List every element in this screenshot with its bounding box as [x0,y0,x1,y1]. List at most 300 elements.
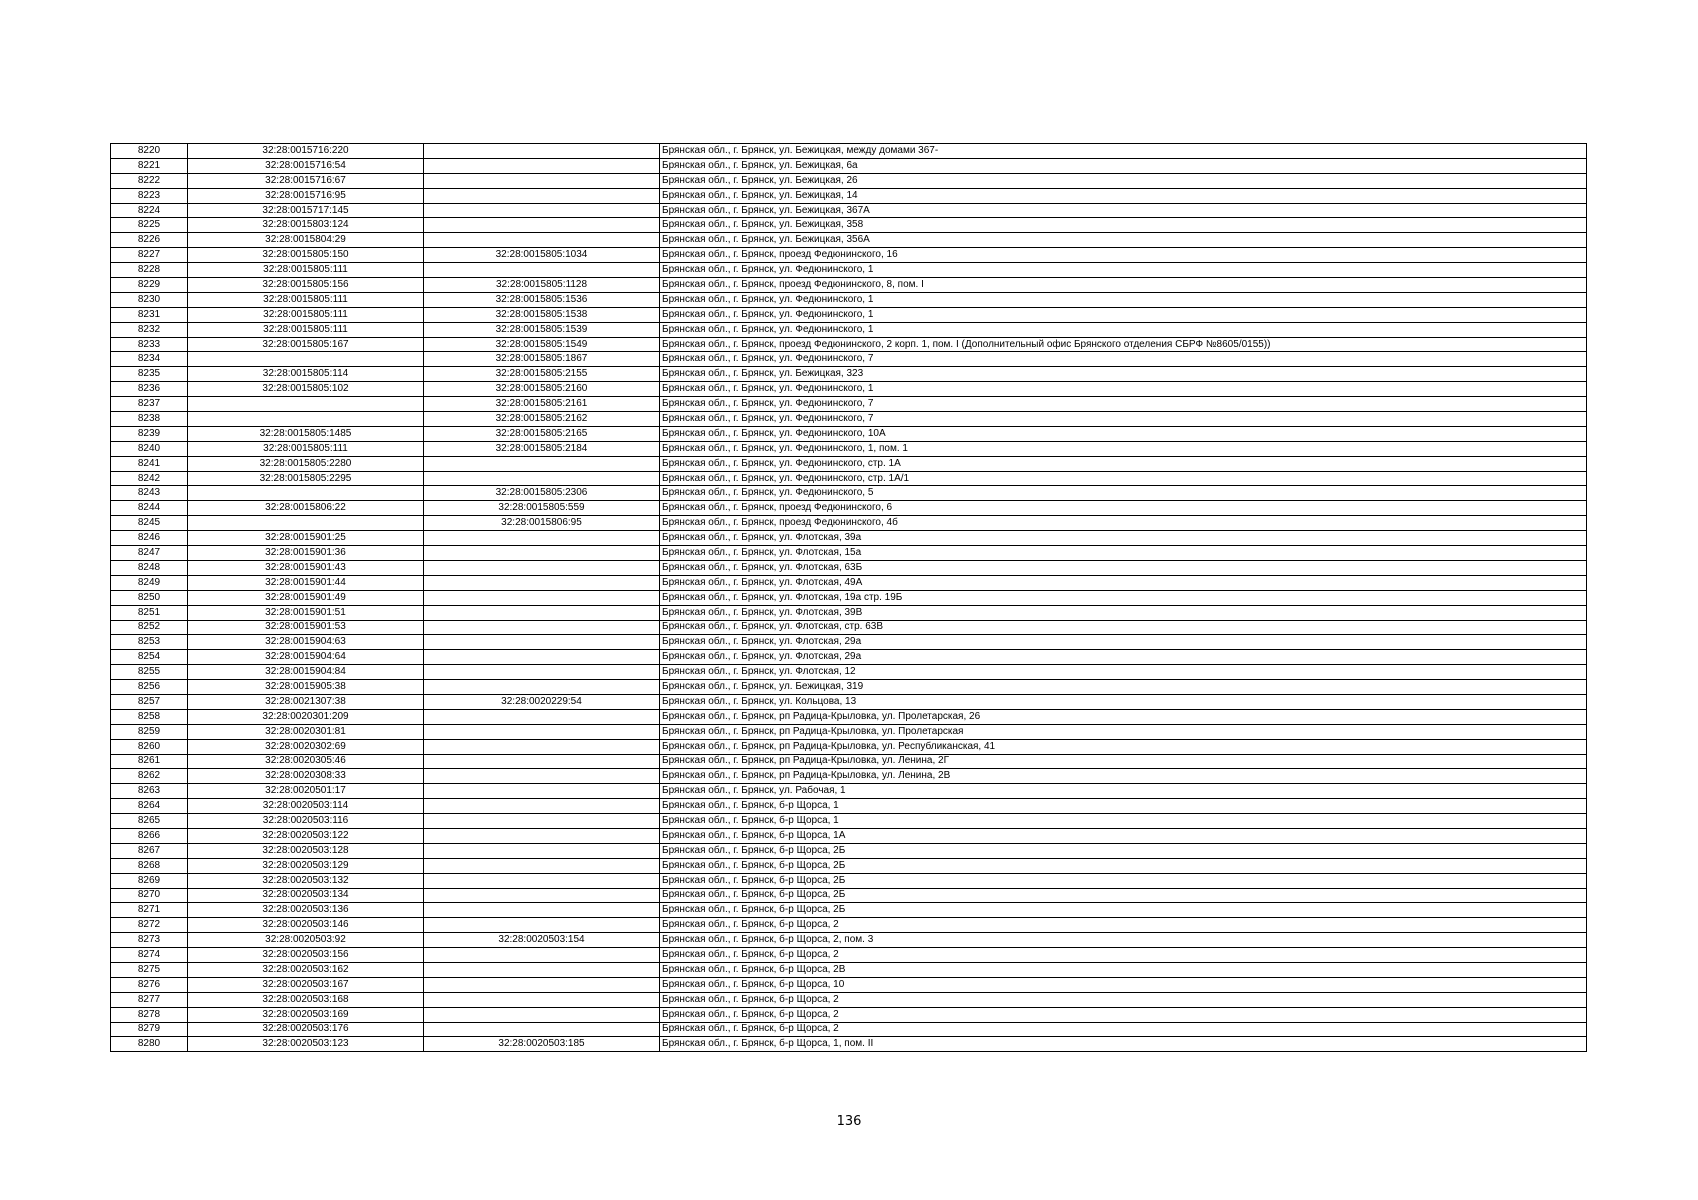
address-cell: Брянская обл., г. Брянск, ул. Федюнинского, стр. 1А [660,456,1587,471]
address-cell: Брянская обл., г. Брянск, ул. Бежицкая, 323 [660,367,1587,382]
address-cell: Брянская обл., г. Брянск, б-р Щорса, 2Б [660,873,1587,888]
row-number-cell: 8229 [111,278,188,293]
table-row [111,367,1587,382]
row-number-cell: 8259 [111,724,188,739]
table-row [111,560,1587,575]
table-row [111,278,1587,293]
address-cell: Брянская обл., г. Брянск, б-р Щорса, 2 [660,948,1587,963]
table-row [111,486,1587,501]
cadastral-number-cell: 32:28:0015901:25 [188,531,424,546]
table-row [111,322,1587,337]
row-number-cell: 8254 [111,650,188,665]
row-number-cell: 8264 [111,799,188,814]
row-number-cell: 8257 [111,694,188,709]
table-row [111,352,1587,367]
building-cadastral-number-cell [424,263,660,278]
building-cadastral-number-cell [424,203,660,218]
building-cadastral-number-cell [424,828,660,843]
row-number-cell: 8228 [111,263,188,278]
row-number-cell: 8262 [111,769,188,784]
table-row [111,471,1587,486]
cadastral-number-cell: 32:28:0015904:64 [188,650,424,665]
table-row [111,546,1587,561]
table-row [111,665,1587,680]
table-row [111,724,1587,739]
building-cadastral-number-cell [424,903,660,918]
row-number-cell: 8277 [111,992,188,1007]
table-row [111,516,1587,531]
building-cadastral-number-cell [424,724,660,739]
building-cadastral-number-cell: 32:28:0020503:154 [424,933,660,948]
table-row [111,531,1587,546]
building-cadastral-number-cell [424,158,660,173]
page-number: 136 [836,1114,862,1129]
building-cadastral-number-cell [424,784,660,799]
building-cadastral-number-cell [424,992,660,1007]
table-row [111,948,1587,963]
building-cadastral-number-cell: 32:28:0015805:1867 [424,352,660,367]
building-cadastral-number-cell: 32:28:0015805:1538 [424,307,660,322]
cadastral-number-cell [188,412,424,427]
building-cadastral-number-cell: 32:28:0020229:54 [424,694,660,709]
cadastral-number-cell: 32:28:0015805:150 [188,248,424,263]
table-row [111,456,1587,471]
address-cell: Брянская обл., г. Брянск, ул. Бежицкая, 26 [660,173,1587,188]
cadastral-number-cell: 32:28:0015901:49 [188,590,424,605]
row-number-cell: 8263 [111,784,188,799]
table-row [111,203,1587,218]
address-cell: Брянская обл., г. Брянск, ул. Флотская, 39а [660,531,1587,546]
table-row [111,873,1587,888]
row-number-cell: 8234 [111,352,188,367]
building-cadastral-number-cell: 32:28:0015806:95 [424,516,660,531]
table-row [111,620,1587,635]
row-number-cell: 8255 [111,665,188,680]
row-number-cell: 8235 [111,367,188,382]
row-number-cell: 8260 [111,739,188,754]
table-row [111,888,1587,903]
building-cadastral-number-cell [424,188,660,203]
row-number-cell: 8261 [111,754,188,769]
row-number-cell: 8276 [111,977,188,992]
address-cell: Брянская обл., г. Брянск, ул. Флотская, 39В [660,605,1587,620]
building-cadastral-number-cell [424,918,660,933]
row-number-cell: 8239 [111,426,188,441]
table-row [111,828,1587,843]
cadastral-number-cell: 32:28:0015805:2295 [188,471,424,486]
address-cell: Брянская обл., г. Брянск, рп Радица-Крыловка, ул. Пролетарская [660,724,1587,739]
cadastral-number-cell: 32:28:0020503:169 [188,1007,424,1022]
cadastral-number-cell: 32:28:0020308:33 [188,769,424,784]
row-number-cell: 8238 [111,412,188,427]
address-cell: Брянская обл., г. Брянск, ул. Федюнинского, 1 [660,382,1587,397]
table-row [111,650,1587,665]
address-cell: Брянская обл., г. Брянск, ул. Бежицкая, 6а [660,158,1587,173]
row-number-cell: 8230 [111,292,188,307]
building-cadastral-number-cell [424,977,660,992]
table-row [111,233,1587,248]
table-row [111,977,1587,992]
building-cadastral-number-cell [424,739,660,754]
address-cell: Брянская обл., г. Брянск, ул. Федюнинского, 7 [660,397,1587,412]
table-row [111,412,1587,427]
address-cell: Брянская обл., г. Брянск, б-р Щорса, 2 [660,992,1587,1007]
row-number-cell: 8250 [111,590,188,605]
building-cadastral-number-cell: 32:28:0015805:1128 [424,278,660,293]
address-cell: Брянская обл., г. Брянск, б-р Щорса, 1А [660,828,1587,843]
row-number-cell: 8236 [111,382,188,397]
address-cell: Брянская обл., г. Брянск, ул. Федюнинского, 1 [660,263,1587,278]
table-row [111,1007,1587,1022]
cadastral-number-cell: 32:28:0015716:95 [188,188,424,203]
building-cadastral-number-cell: 32:28:0015805:1034 [424,248,660,263]
cadastral-number-cell: 32:28:0015716:220 [188,144,424,159]
cadastral-number-cell: 32:28:0015904:84 [188,665,424,680]
cadastral-number-cell: 32:28:0015803:124 [188,218,424,233]
table-row [111,918,1587,933]
row-number-cell: 8252 [111,620,188,635]
table-row [111,992,1587,1007]
table-row [111,501,1587,516]
cadastral-number-cell: 32:28:0015904:63 [188,635,424,650]
table-row [111,739,1587,754]
building-cadastral-number-cell [424,605,660,620]
table-row [111,814,1587,829]
cadastral-number-cell: 32:28:0015901:36 [188,546,424,561]
row-number-cell: 8280 [111,1037,188,1052]
table-row [111,843,1587,858]
building-cadastral-number-cell: 32:28:0015805:2165 [424,426,660,441]
address-cell: Брянская обл., г. Брянск, ул. Флотская, 63Б [660,560,1587,575]
address-cell: Брянская обл., г. Брянск, рп Радица-Крыловка, ул. Республиканская, 41 [660,739,1587,754]
cadastral-number-cell: 32:28:0020503:129 [188,858,424,873]
cadastral-number-cell: 32:28:0015805:2280 [188,456,424,471]
table-row [111,382,1587,397]
address-cell: Брянская обл., г. Брянск, б-р Щорса, 2Б [660,888,1587,903]
address-cell: Брянская обл., г. Брянск, ул. Флотская, 29а [660,650,1587,665]
building-cadastral-number-cell [424,1022,660,1037]
building-cadastral-number-cell [424,531,660,546]
row-number-cell: 8256 [111,680,188,695]
table-row [111,158,1587,173]
cadastral-number-cell: 32:28:0020503:156 [188,948,424,963]
address-cell: Брянская обл., г. Брянск, ул. Федюнинского, 1, пом. 1 [660,441,1587,456]
cadastral-number-cell: 32:28:0015805:111 [188,263,424,278]
building-cadastral-number-cell: 32:28:0015805:1539 [424,322,660,337]
table-row [111,144,1587,159]
row-number-cell: 8247 [111,546,188,561]
cadastral-number-cell: 32:28:0020301:81 [188,724,424,739]
cadastral-number-cell: 32:28:0020503:162 [188,962,424,977]
cadastral-number-cell [188,486,424,501]
row-number-cell: 8271 [111,903,188,918]
row-number-cell: 8274 [111,948,188,963]
building-cadastral-number-cell: 32:28:0015805:1549 [424,337,660,352]
address-cell: Брянская обл., г. Брянск, ул. Кольцова, 13 [660,694,1587,709]
table-row [111,784,1587,799]
table-row [111,441,1587,456]
cadastral-number-cell: 32:28:0020305:46 [188,754,424,769]
cadastral-number-cell: 32:28:0020503:128 [188,843,424,858]
row-number-cell: 8266 [111,828,188,843]
table-row [111,248,1587,263]
cadastral-number-cell: 32:28:0015805:111 [188,307,424,322]
address-cell: Брянская обл., г. Брянск, ул. Бежицкая, 358 [660,218,1587,233]
cadastral-number-cell: 32:28:0015901:44 [188,575,424,590]
address-cell: Брянская обл., г. Брянск, ул. Федюнинского, 1 [660,307,1587,322]
cadastral-number-cell: 32:28:0020503:114 [188,799,424,814]
table-row [111,1022,1587,1037]
building-cadastral-number-cell: 32:28:0020503:185 [424,1037,660,1052]
row-number-cell: 8226 [111,233,188,248]
row-number-cell: 8242 [111,471,188,486]
table-row [111,426,1587,441]
building-cadastral-number-cell [424,888,660,903]
address-cell: Брянская обл., г. Брянск, ул. Федюнинского, 7 [660,352,1587,367]
row-number-cell: 8258 [111,709,188,724]
cadastral-number-cell: 32:28:0015905:38 [188,680,424,695]
address-cell: Брянская обл., г. Брянск, ул. Флотская, стр. 63В [660,620,1587,635]
address-cell: Брянская обл., г. Брянск, ул. Федюнинского, 10А [660,426,1587,441]
row-number-cell: 8232 [111,322,188,337]
row-number-cell: 8253 [111,635,188,650]
cadastral-number-cell: 32:28:0020503:122 [188,828,424,843]
building-cadastral-number-cell [424,873,660,888]
building-cadastral-number-cell [424,843,660,858]
building-cadastral-number-cell [424,144,660,159]
building-cadastral-number-cell [424,948,660,963]
cadastral-number-cell: 32:28:0015804:29 [188,233,424,248]
address-cell: Брянская обл., г. Брянск, ул. Флотская, 15а [660,546,1587,561]
row-number-cell: 8251 [111,605,188,620]
table-row [111,769,1587,784]
table-row [111,962,1587,977]
table-row [111,709,1587,724]
row-number-cell: 8224 [111,203,188,218]
address-cell: Брянская обл., г. Брянск, ул. Рабочая, 1 [660,784,1587,799]
row-number-cell: 8246 [111,531,188,546]
row-number-cell: 8267 [111,843,188,858]
address-cell: Брянская обл., г. Брянск, б-р Щорса, 10 [660,977,1587,992]
cadastral-number-cell: 32:28:0015805:111 [188,322,424,337]
table-row [111,173,1587,188]
address-cell: Брянская обл., г. Брянск, ул. Флотская, 19а стр. 19Б [660,590,1587,605]
row-number-cell: 8278 [111,1007,188,1022]
cadastral-number-cell: 32:28:0020503:132 [188,873,424,888]
building-cadastral-number-cell [424,858,660,873]
table-row [111,188,1587,203]
row-number-cell: 8273 [111,933,188,948]
address-cell: Брянская обл., г. Брянск, ул. Бежицкая, 14 [660,188,1587,203]
row-number-cell: 8222 [111,173,188,188]
address-cell: Брянская обл., г. Брянск, б-р Щорса, 2Б [660,903,1587,918]
cadastral-number-cell: 32:28:0015901:43 [188,560,424,575]
row-number-cell: 8244 [111,501,188,516]
row-number-cell: 8270 [111,888,188,903]
cadastral-number-cell: 32:28:0015717:145 [188,203,424,218]
registry-table-body [111,144,1587,1052]
building-cadastral-number-cell: 32:28:0015805:2184 [424,441,660,456]
cadastral-number-cell: 32:28:0015805:111 [188,292,424,307]
row-number-cell: 8269 [111,873,188,888]
cadastral-number-cell [188,352,424,367]
row-number-cell: 8223 [111,188,188,203]
cadastral-number-cell: 32:28:0020503:176 [188,1022,424,1037]
address-cell: Брянская обл., г. Брянск, б-р Щорса, 2Б [660,843,1587,858]
cadastral-number-cell: 32:28:0015716:67 [188,173,424,188]
row-number-cell: 8240 [111,441,188,456]
table-row [111,933,1587,948]
building-cadastral-number-cell: 32:28:0015805:2162 [424,412,660,427]
table-row [111,635,1587,650]
building-cadastral-number-cell [424,635,660,650]
address-cell: Брянская обл., г. Брянск, ул. Федюнинского, стр. 1А/1 [660,471,1587,486]
address-cell: Брянская обл., г. Брянск, проезд Федюнинского, 16 [660,248,1587,263]
cadastral-number-cell: 32:28:0020503:168 [188,992,424,1007]
address-cell: Брянская обл., г. Брянск, ул. Бежицкая, 367А [660,203,1587,218]
building-cadastral-number-cell [424,575,660,590]
row-number-cell: 8241 [111,456,188,471]
table-row [111,292,1587,307]
address-cell: Брянская обл., г. Брянск, ул. Флотская, 49А [660,575,1587,590]
building-cadastral-number-cell [424,814,660,829]
address-cell: Брянская обл., г. Брянск, ул. Флотская, 29а [660,635,1587,650]
building-cadastral-number-cell [424,799,660,814]
address-cell: Брянская обл., г. Брянск, проезд Федюнинского, 4б [660,516,1587,531]
table-row [111,858,1587,873]
row-number-cell: 8227 [111,248,188,263]
building-cadastral-number-cell [424,590,660,605]
row-number-cell: 8243 [111,486,188,501]
table-row [111,1037,1587,1052]
address-cell: Брянская обл., г. Брянск, проезд Федюнинского, 6 [660,501,1587,516]
building-cadastral-number-cell [424,665,660,680]
address-cell: Брянская обл., г. Брянск, б-р Щорса, 2 [660,1022,1587,1037]
building-cadastral-number-cell [424,471,660,486]
building-cadastral-number-cell [424,456,660,471]
address-cell: Брянская обл., г. Брянск, б-р Щорса, 1, пом. II [660,1037,1587,1052]
building-cadastral-number-cell [424,620,660,635]
table-row [111,575,1587,590]
cadastral-number-cell: 32:28:0015805:114 [188,367,424,382]
address-cell: Брянская обл., г. Брянск, б-р Щорса, 2Б [660,858,1587,873]
address-cell: Брянская обл., г. Брянск, ул. Федюнинского, 1 [660,292,1587,307]
row-number-cell: 8233 [111,337,188,352]
building-cadastral-number-cell: 32:28:0015805:2161 [424,397,660,412]
row-number-cell: 8231 [111,307,188,322]
cadastral-number-cell: 32:28:0020501:17 [188,784,424,799]
table-row [111,903,1587,918]
table-row [111,754,1587,769]
building-cadastral-number-cell [424,769,660,784]
cadastral-number-cell: 32:28:0020503:146 [188,918,424,933]
address-cell: Брянская обл., г. Брянск, ул. Бежицкая, между домами 367- [660,144,1587,159]
cadastral-number-cell: 32:28:0021307:38 [188,694,424,709]
address-cell: Брянская обл., г. Брянск, ул. Флотская, 12 [660,665,1587,680]
cadastral-number-cell: 32:28:0015805:1485 [188,426,424,441]
cadastral-number-cell: 32:28:0015901:53 [188,620,424,635]
row-number-cell: 8265 [111,814,188,829]
cadastral-number-cell: 32:28:0020302:69 [188,739,424,754]
cadastral-number-cell: 32:28:0020503:123 [188,1037,424,1052]
building-cadastral-number-cell [424,173,660,188]
address-cell: Брянская обл., г. Брянск, рп Радица-Крыловка, ул. Ленина, 2Г [660,754,1587,769]
table-row [111,218,1587,233]
cadastral-number-cell: 32:28:0015805:111 [188,441,424,456]
building-cadastral-number-cell [424,754,660,769]
cadastral-number-cell: 32:28:0015805:102 [188,382,424,397]
cadastral-number-cell: 32:28:0020503:167 [188,977,424,992]
address-cell: Брянская обл., г. Брянск, ул. Бежицкая, 356А [660,233,1587,248]
address-cell: Брянская обл., г. Брянск, ул. Бежицкая, 319 [660,680,1587,695]
row-number-cell: 8225 [111,218,188,233]
building-cadastral-number-cell [424,962,660,977]
address-cell: Брянская обл., г. Брянск, проезд Федюнинского, 2 корп. 1, пом. I (Дополнительный офис Брянского отделения СБРФ №8605/0155)) [660,337,1587,352]
property-registry-table [110,143,1587,1052]
cadastral-number-cell: 32:28:0015805:156 [188,278,424,293]
cadastral-number-cell: 32:28:0020503:134 [188,888,424,903]
table-row [111,694,1587,709]
building-cadastral-number-cell [424,546,660,561]
building-cadastral-number-cell [424,1007,660,1022]
row-number-cell: 8245 [111,516,188,531]
cadastral-number-cell: 32:28:0015716:54 [188,158,424,173]
address-cell: Брянская обл., г. Брянск, б-р Щорса, 2 [660,1007,1587,1022]
row-number-cell: 8279 [111,1022,188,1037]
address-cell: Брянская обл., г. Брянск, б-р Щорса, 1 [660,814,1587,829]
table-row [111,397,1587,412]
address-cell: Брянская обл., г. Брянск, рп Радица-Крыловка, ул. Пролетарская, 26 [660,709,1587,724]
address-cell: Брянская обл., г. Брянск, ул. Федюнинского, 1 [660,322,1587,337]
building-cadastral-number-cell: 32:28:0015805:2160 [424,382,660,397]
table-row [111,263,1587,278]
table-row [111,680,1587,695]
address-cell: Брянская обл., г. Брянск, проезд Федюнинского, 8, пом. I [660,278,1587,293]
building-cadastral-number-cell [424,709,660,724]
building-cadastral-number-cell: 32:28:0015805:1536 [424,292,660,307]
address-cell: Брянская обл., г. Брянск, рп Радица-Крыловка, ул. Ленина, 2В [660,769,1587,784]
table-row [111,590,1587,605]
row-number-cell: 8237 [111,397,188,412]
row-number-cell: 8268 [111,858,188,873]
cadastral-number-cell: 32:28:0020503:116 [188,814,424,829]
address-cell: Брянская обл., г. Брянск, ул. Федюнинского, 5 [660,486,1587,501]
building-cadastral-number-cell [424,218,660,233]
cadastral-number-cell [188,516,424,531]
building-cadastral-number-cell [424,560,660,575]
table-row [111,337,1587,352]
row-number-cell: 8249 [111,575,188,590]
building-cadastral-number-cell: 32:28:0015805:559 [424,501,660,516]
address-cell: Брянская обл., г. Брянск, ул. Федюнинского, 7 [660,412,1587,427]
cadastral-number-cell: 32:28:0015806:22 [188,501,424,516]
building-cadastral-number-cell: 32:28:0015805:2306 [424,486,660,501]
address-cell: Брянская обл., г. Брянск, б-р Щорса, 1 [660,799,1587,814]
building-cadastral-number-cell [424,680,660,695]
table-row [111,605,1587,620]
address-cell: Брянская обл., г. Брянск, б-р Щорса, 2В [660,962,1587,977]
row-number-cell: 8275 [111,962,188,977]
cadastral-number-cell [188,397,424,412]
cadastral-number-cell: 32:28:0015805:167 [188,337,424,352]
row-number-cell: 8220 [111,144,188,159]
table-row [111,307,1587,322]
row-number-cell: 8248 [111,560,188,575]
building-cadastral-number-cell [424,233,660,248]
cadastral-number-cell: 32:28:0020503:92 [188,933,424,948]
building-cadastral-number-cell [424,650,660,665]
row-number-cell: 8272 [111,918,188,933]
